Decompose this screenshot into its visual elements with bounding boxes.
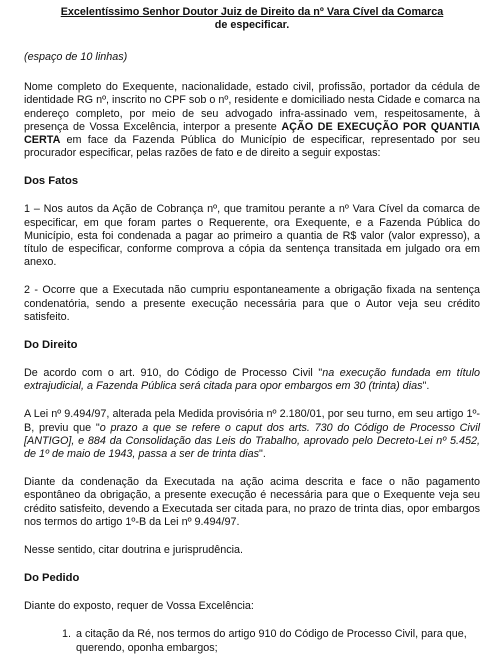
- intro-action-title: AÇÃO DE EXECUÇÃO POR QUANTIA CERTA: [24, 120, 480, 147]
- direito-paragraph-4: Nesse sentido, citar doutrina e jurisprudência.: [24, 544, 244, 557]
- title-line-2: de especificar.: [214, 19, 290, 31]
- intro-text-2: em face da Fazenda Pública do Município de especificar, representado por seu procurador especificar, pelas razões de fato e de direito a seguir expostas:: [24, 134, 480, 160]
- title-line-1: Excelentíssimo Senhor Doutor Juiz de Direito da nº Vara Cível da Comarca: [60, 6, 444, 18]
- list-item: 1. a citação da Ré, nos termos do artigo 910 do Código de Processo Civil, para que, querendo, oponha embargos;: [74, 628, 480, 654]
- pedido-intro: Diante do exposto, requer de Vossa Excelência:: [24, 600, 254, 613]
- direito-p2-end: ".: [259, 448, 266, 461]
- fatos-paragraph-2: 2 - Ocorre que a Executada não cumpriu espontaneamente a obrigação fixada na sentença condenatória, sendo a presente execução necessária para que o Autor veja seu crédito satisfeito.: [24, 284, 480, 323]
- direito-p2-text: A Lei nº 9.494/97, alterada pela Medida provisória nº 2.180/01, por seu turno, em seu artigo 1º-B, previu que ": [24, 408, 480, 434]
- section-heading-direito: Do Direito: [24, 339, 78, 352]
- direito-p1-end: ".: [422, 380, 430, 393]
- direito-p2-quote: o prazo a que se refere o caput dos arts. 730 do Código de Processo Civil [ANTIGO], e 884 da Consolidação das Leis do Trabalho, aprovado pelo Decreto-Lei nº 5.452, de 1º de maio de 1943, passa a ser de trinta dias: [24, 421, 480, 461]
- section-heading-fatos: Dos Fatos: [24, 175, 79, 188]
- pedido-list: [24, 628, 480, 654]
- intro-paragraph: [24, 81, 480, 160]
- document-title: [24, 6, 480, 32]
- spacing-note: (espaço de 10 linhas): [24, 51, 128, 63]
- direito-paragraph-2: [24, 408, 480, 461]
- direito-p1-quote: na execução fundada em título extrajudicial, a Fazenda Pública será citada para opor embargos em 30 (trinta) dias: [24, 367, 480, 393]
- direito-paragraph-3: Diante da condenação da Executada na ação acima descrita e face o não pagamento espontâneo da obrigação, a presente execução é necessária para que o Exequente veja seu crédito satisfeito, devendo a Executada ser citada para, no prazo de trinta dias, opor embargos nos termos do artigo 1º-B da Lei nº 9.494/97.: [24, 476, 480, 528]
- intro-text-1: Nome completo do Exequente, nacionalidade, estado civil, profissão, portador da cédula de identidade RG nº, inscrito no CPF sob o nº, residente e domiciliado nesta Cidade e comarca na endereço completo, por meio de seu advogado infra-assinado vem, respeitosamente, à presença de Vossa Excelência, interpor a presente: [24, 81, 480, 133]
- direito-p1-text: De acordo com o art. 910, do Código de Processo Civil ": [24, 367, 323, 380]
- fatos-paragraph-1: 1 – Nos autos da Ação de Cobrança nº, que tramitou perante a nº Vara Cível da comarca de especificar, em que foram partes o Requerente, ora Exequente, e a Fazenda Pública do Município, esta foi condenada a pagar ao primeiro a quantia de R$ valor (valor expresso), a título de especificar, conforme comprova a cópia da sentença transitada em julgado ora em anexo.: [24, 203, 480, 269]
- direito-paragraph-1: [24, 367, 480, 393]
- section-heading-pedido: Do Pedido: [24, 572, 80, 585]
